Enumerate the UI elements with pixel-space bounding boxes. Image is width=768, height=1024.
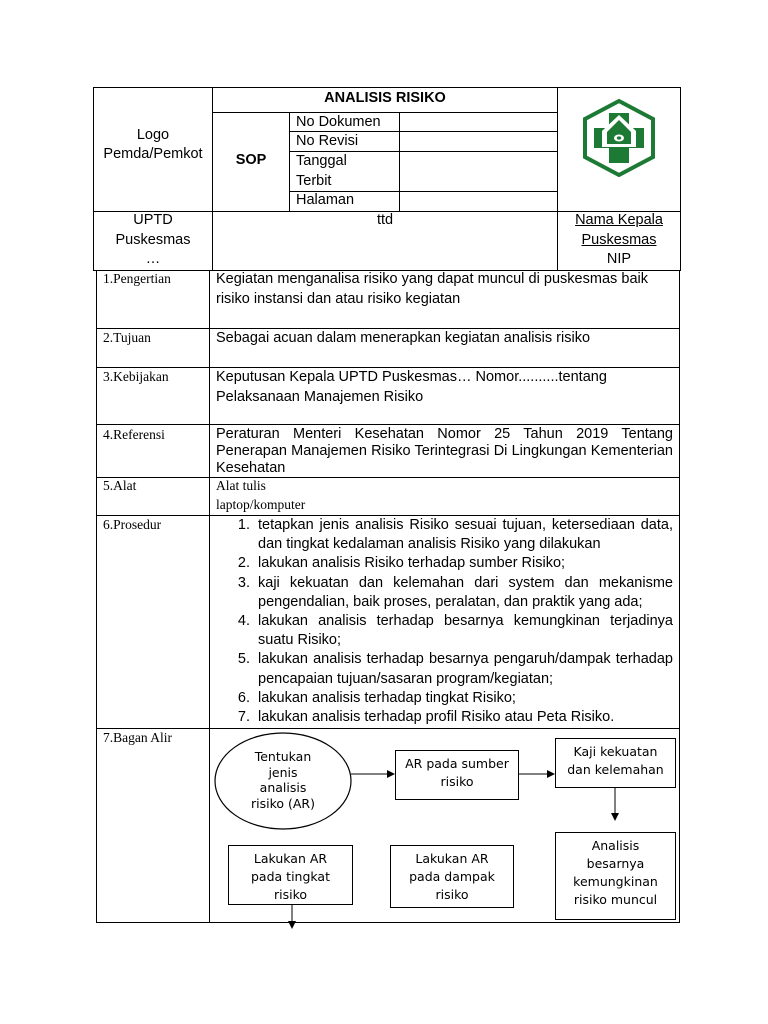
document-title: ANALISIS RISIKO: [324, 90, 446, 106]
flow-kaji: [555, 738, 676, 788]
tujuan-text: Sebagai acuan dalam menerapkan kegiatan analisis risiko: [216, 330, 591, 346]
prosedur-step-number: 3.: [237, 574, 250, 591]
pengertian-text: Kegiatan menganalisa risiko yang dapat muncul di puskesmas baik risiko instansi dan atau risiko kegiatan: [216, 271, 648, 307]
flow-sumber-text: AR pada sumber risiko: [405, 756, 509, 789]
kepala-nip: NIP: [606, 251, 632, 267]
prosedur-step-number: 5.: [237, 651, 250, 668]
flow-tingkat: [228, 845, 353, 905]
logo-placeholder: Logo Pemda/Pemkot: [103, 127, 203, 162]
flow-dampak: [390, 845, 514, 908]
kebijakan-label: 3.Kebijakan: [103, 369, 169, 384]
kepala-name: Nama Kepala: [575, 212, 663, 228]
field-halaman: Halaman: [296, 192, 355, 208]
flow-sumber: [395, 750, 519, 800]
kebijakan-text: Keputusan Kepala UPTD Puskesmas… Nomor..........tentang Pelaksanaan Manajemen Risiko: [216, 369, 607, 405]
flow-kaji-text: Kaji kekuatan dan kelemahan: [567, 744, 664, 777]
prosedur-step-text: kaji kekuatan dan kelemahan dari system dan mekanisme pengendalian, baik proses, peralatan, dan praktik yang ada;: [258, 574, 673, 610]
prosedur-step-number: 4.: [237, 613, 250, 630]
pengertian-label: 1.Pengertian: [103, 271, 171, 286]
alat-label: 5.Alat: [103, 478, 137, 493]
prosedur-step-text: lakukan analisis terhadap besarnya pengaruh/dampak terhadap pencapaian tujuan/sasaran program/kegiatan;: [258, 651, 673, 687]
flow-dampak-text: Lakukan AR pada dampak risiko: [409, 851, 495, 902]
prosedur-step-number: 2.: [237, 555, 250, 572]
prosedur-step-number: 6.: [237, 689, 250, 706]
field-no-revisi: No Revisi: [296, 133, 359, 149]
prosedur-step-text: lakukan analisis terhadap profil Risiko atau Peta Risiko.: [258, 709, 615, 726]
flow-kemungkinan-text: Analisis besarnya kemungkinan risiko muncul: [573, 838, 658, 907]
prosedur-step-number: 1.: [237, 517, 250, 533]
alat-line-2: laptop/komputer: [216, 497, 306, 512]
referensi-label: 4.Referensi: [103, 427, 165, 442]
ttd-label: ttd: [376, 212, 394, 228]
prosedur-step-text: lakukan analisis terhadap besarnya kemungkinan terjadinya suatu Risiko;: [258, 613, 673, 649]
field-tanggal-terbit: Tanggal Terbit: [296, 153, 347, 189]
prosedur-step-number: 7.: [237, 709, 250, 726]
flow-tingkat-text: Lakukan AR pada tingkat risiko: [251, 851, 330, 902]
sop-label: SOP: [235, 152, 267, 168]
bagan-alir-label: 7.Bagan Alir: [103, 730, 172, 745]
referensi-text: Peraturan Menteri Kesehatan Nomor 25 Tahun 2019 Tentang Penerapan Manajemen Risiko Terintegrasi Di Lingkungan Kementerian Kesehatan: [216, 426, 673, 476]
uptd-label: UPTD Puskesmas …: [115, 212, 191, 267]
prosedur-step-text: lakukan analisis terhadap tingkat Risiko;: [258, 689, 516, 706]
kepala-place: Puskesmas: [581, 232, 657, 248]
field-no-dokumen: No Dokumen: [296, 114, 381, 130]
alat-line-1: Alat tulis: [216, 478, 266, 493]
tujuan-label: 2.Tujuan: [103, 330, 151, 345]
flow-start: Tentukan jenis analisis risiko (AR): [250, 749, 315, 811]
prosedur-label: 6.Prosedur: [103, 517, 162, 532]
prosedur-step-text: lakukan analisis Risiko terhadap sumber Risiko;: [258, 555, 566, 572]
prosedur-step-text: tetapkan jenis analisis Risiko sesuai tujuan, ketersediaan data, dan tingkat kedalaman analisis Risiko yang dilakukan: [258, 517, 673, 553]
flow-kemungkinan: [555, 832, 676, 920]
